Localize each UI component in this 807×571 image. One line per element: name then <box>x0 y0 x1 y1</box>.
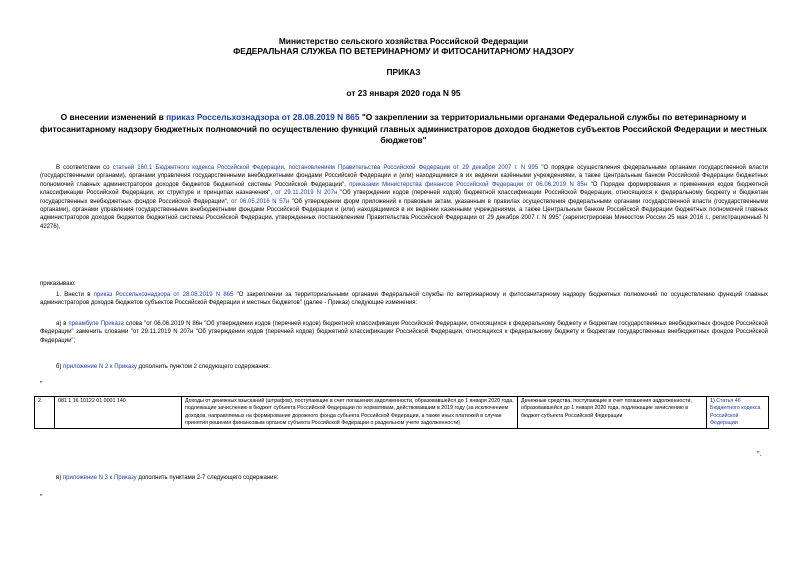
item-1-order-link[interactable]: приказ Россельхознадзора от 28.08.2019 N 865 <box>93 292 234 298</box>
income-short-name: Денежные средства, поступающие в счет погашения задолженности, образовавшейся до 1 января 2020 года, подлежащие зачислению в бюджет субъекта Российской Федерации <box>518 397 707 429</box>
government-resolution-link[interactable]: постановлением Правительства Российской Федерации от 29 декабря 2007 г. N 995 <box>288 165 539 171</box>
appendix-2-link[interactable]: приложение N 2 к Приказу <box>63 364 137 370</box>
kbk-code: 081 1 16 10122 01 0001 140 <box>55 397 182 429</box>
open-quote-2: " <box>40 494 43 501</box>
doc-title: О внесении изменений в приказ Россельхознадзора от 28.08.2019 N 865 "О закреплении за территориальными органами Федеральной службы по ветеринарному и фитосанитарному надзору бюджетных полномочий по осуществлению функций главных администраторов доходов бюджетов субъектов Российской Федерации и местных бюджетов" <box>40 112 767 145</box>
minfin-order-85n-link[interactable]: приказами Министерства финансов Российской Федерации от 06.06.2019 N 85н <box>349 181 588 188</box>
doc-type: ПРИКАЗ <box>386 67 421 77</box>
budget-code-article-46-link[interactable]: Статья 46 Бюджетного кодекса Российской Федерации <box>710 398 761 426</box>
service-name: ФЕДЕРАЛЬНАЯ СЛУЖБА ПО ВЕТЕРИНАРНОМУ И ФИТОСАНИТАРНОМУ НАДЗОРУ <box>233 46 574 56</box>
preamble-paragraph: В соответствии со статьей 160.1 Бюджетного кодекса Российской Федерации, постановлением Правительства Российской Федерации от 29 декабря 2007 г. N 995 "О порядке осуществления федеральными органами государственной власти (государственными органами), органами управления государственными внебюджетными фондами Российской Федерации и (или) находящимися в их ведении казёнными учреждениями, а также Центральным банком Российской Федерации бюджетных полномочий главных администраторов доходов бюджетов бюджетной системы Российской Федерации", приказами Министерства финансов Российской Федерации от 06.06.2019 N 85н "О Порядке формирования и применения кодов бюджетной классификации Российской Федерации, их структуре и принципах назначения", от 29.11.2019 N 207н "Об утверждении кодов (перечней кодов) бюджетной классификации Российской Федерации, относящихся к федеральному бюджету и бюджетам государственных внебюджетных фондов Российской Федерации", от 06.05.2016 N 57н "Об утверждении форм приложений к правовым актам, указанным в правилах осуществления федеральными органами государственной власти (государственными органами), органами управления государственными внебюджетными фондами Российской Федерации и (или) находящимися в их ведении казенными учреждениями, а также Центральным банком Российской Федерации бюджетных полномочий главных администраторов доходов бюджетов бюджетной системы Российской Федерации, утвержденных постановлением Правительства Российской Федерации от 29 декабря 2007 г. N 995" (зарегистрирован Минюстом России 25 мая 2016 г., регистрационный N 42276), <box>40 165 769 230</box>
table-row <box>35 397 769 429</box>
budget-code-article-link[interactable]: статьей 160.1 Бюджетного кодекса Российской Федерации <box>112 165 284 171</box>
item-a-preamble-link[interactable]: преамбуле Приказа <box>68 321 124 327</box>
amendment-table <box>34 396 769 429</box>
appendix-3-link[interactable]: приложение N 3 к Приказу <box>62 475 137 481</box>
minfin-order-57n-link[interactable]: от 06.05.2016 N 57н <box>231 198 290 205</box>
item-v: в) приложение N 3 к Приказу дополнить пунктами 2-7 следующего содержания: <box>56 475 279 481</box>
doc-date-number: от 23 января 2020 года N 95 <box>346 88 461 98</box>
order-word: приказываю: <box>40 281 76 287</box>
income-description: Доходы от денежных взысканий (штрафов), поступающие в счет погашения задолженности, образовавшейся до 1 января 2020 года, подлежащие зачислению в бюджет субъекта Российской Федерации по нормативам, действовавшим в 2019 году (за исключением доходов, направляемых на формирование дорожного фонда субъекта Российской Федерации, а также иных платежей в случае принятия решения финансовым органом субъекта Российской Федерации о раздельном учете задолженности) <box>182 397 518 429</box>
ministry-name: Министерство сельского хозяйства Российской Федерации <box>278 36 529 46</box>
item-1: 1. Внести в приказ Россельхознадзора от 28.08.2019 N 865 "О закреплении за территориальными органами Федеральной службы по ветеринарному и фитосанитарному надзору бюджетных полномочий по осуществлению функций главных администраторов доходов бюджетов субъектов Российской Федерации и местных бюджетов" (далее - Приказ) следующие изменения: <box>40 292 769 307</box>
item-b: б) приложение N 2 к Приказу дополнить пунктом 2 следующего содержания: <box>56 364 271 370</box>
row-number: 2. <box>35 397 55 429</box>
open-quote: " <box>40 381 43 388</box>
close-quote: ". <box>757 451 762 458</box>
legal-basis: 1) Статья 46 Бюджетного кодекса Российской Федерации <box>707 397 769 429</box>
item-a: а) в преамбуле Приказа слова "от 06.06.2019 N 86н "Об утверждении кодов (перечней кодов) бюджетной классификации Российской Федерации, относящихся к федеральному бюджету и бюджетам государственных внебюджетных фондов Российской Федерации" заменить словами "от 29.11.2019 N 207н "Об утверждении кодов (перечней кодов) бюджетной классификации Российской Федерации, относящихся к федеральному бюджету и бюджетам государственных внебюджетных фондов Российской Федерации"; <box>40 321 768 344</box>
minfin-order-207n-link[interactable]: от 29.11.2019 N 207н <box>275 190 338 197</box>
title-order-link[interactable]: приказ Россельхознадзора от 28.08.2019 N 865 <box>166 112 360 122</box>
